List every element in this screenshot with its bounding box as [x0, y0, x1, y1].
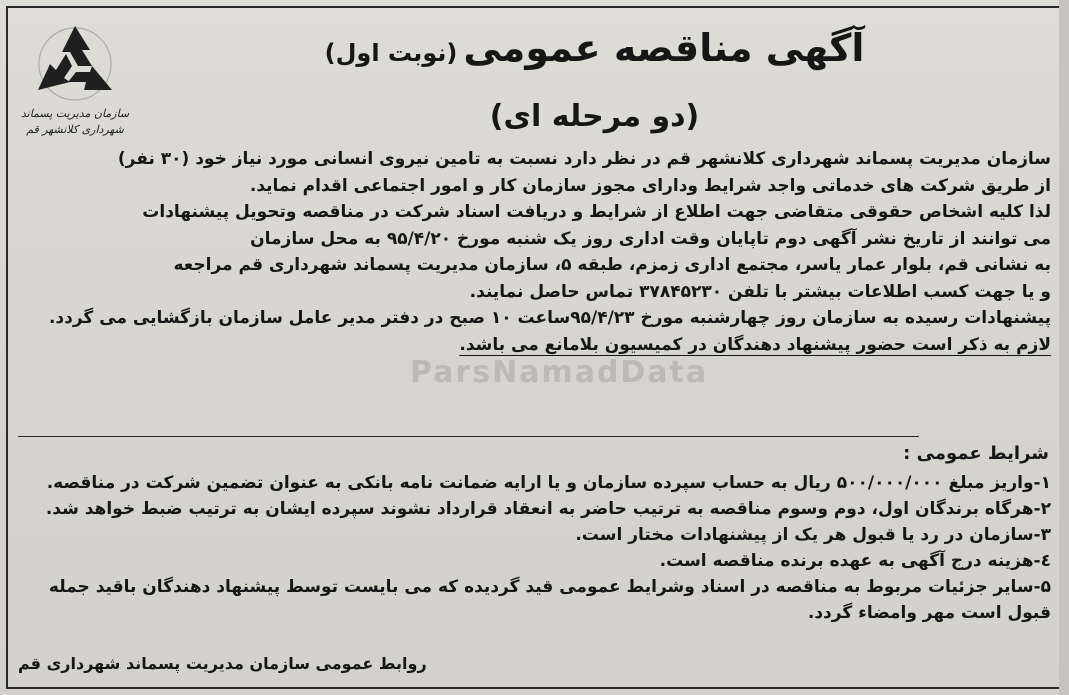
conditions-heading: شرایط عمومی : — [903, 443, 1049, 464]
section-divider — [18, 436, 919, 437]
body-line-underlined: لازم به ذکر است حضور پیشنهاد دهندگان در کمیسیون بلامانع می باشد. — [459, 334, 1051, 355]
body-line: از طریق شرکت های خدماتی واجد شرایط ودارای مجوز سازمان کار و امور اجتماعی اقدام نماید. — [249, 175, 1051, 196]
adjacent-column-edge — [1059, 0, 1069, 695]
logo-caption-line2: شهرداری کلانشهر قم — [26, 123, 124, 136]
condition-item: ۱-واریز مبلغ ۵۰۰/۰۰۰/۰۰۰ ریال به حساب سپرده سازمان و یا ارایه ضمانت نامه بانکی به عنوان تضمین شرکت در مناقصه. — [46, 473, 1051, 493]
notice-round: (نوبت اول) — [324, 39, 458, 67]
organization-logo — [20, 20, 130, 170]
conditions-list — [21, 470, 1051, 626]
body-line: لذا کلیه اشخاص حقوقی متقاضی جهت اطلاع از شرایط و دریافت اسناد شرکت در مناقصه وتحویل پیشنهادات — [142, 202, 1051, 222]
body-line: پیشنهادات رسیده به سازمان روز چهارشنبه مورخ ۹۵/۴/۲۳ساعت ۱۰ صبح در دفتر مدیر عامل سازمان بازگشایی می گردد. — [48, 308, 1051, 328]
notice-subtitle: (دو مرحله ای) — [489, 99, 700, 134]
notice-body — [48, 146, 1051, 358]
body-line: سازمان مدیریت پسماند شهرداری کلانشهر قم در نظر دارد نسبت به تامین نیروی انسانی مورد نیاز خود (۳۰ نفر) — [117, 149, 1051, 169]
body-line: و یا جهت کسب اطلاعات بیشتر با تلفن ۳۷۸۴۵۲۳۰ تماس حاصل نمایند. — [469, 281, 1051, 302]
notice-title-text: آگهی مناقصه عمومی — [463, 26, 865, 70]
logo-caption — [20, 106, 130, 138]
footer-signature: روابط عمومی سازمان مدیریت پسماند شهرداری قم — [18, 654, 427, 673]
condition-item: قبول است مهر وامضاء گردد. — [807, 603, 1051, 623]
logo-caption-line1: سازمان مدیریت پسماند — [20, 107, 130, 120]
body-line: می توانند از تاریخ نشر آگهی دوم تاپایان وقت اداری روز یک شنبه مورخ ۹۵/۴/۲۰ به محل سازمان — [250, 228, 1051, 249]
condition-item: ۳-سازمان در رد یا قبول هر یک از پیشنهادات مختار است. — [575, 525, 1051, 545]
condition-item: ۲-هرگاه برندگان اول، دوم وسوم مناقصه به ترتیب حاضر به انعقاد قرارداد نشوند سپرده ایشان به ترتیب ضبط خواهد شد. — [45, 499, 1051, 519]
recycle-icon — [20, 20, 130, 104]
condition-item: ٤-هزینه درج آگهی به عهده برنده مناقصه است. — [659, 551, 1051, 571]
body-line: به نشانی قم، بلوار عمار یاسر، مجتمع اداری زمزم، طبقه ۵، سازمان مدیریت پسماند شهرداری قم مراجعه — [173, 255, 1051, 275]
notice-title — [140, 22, 1049, 79]
condition-item: ۵-سایر جزئیات مربوط به مناقصه در اسناد وشرایط عمومی قید گردیده که می بایست توسط پیشنهاد دهندگان باقید جمله — [48, 577, 1051, 597]
watermark: ParsNamadData — [410, 355, 709, 390]
